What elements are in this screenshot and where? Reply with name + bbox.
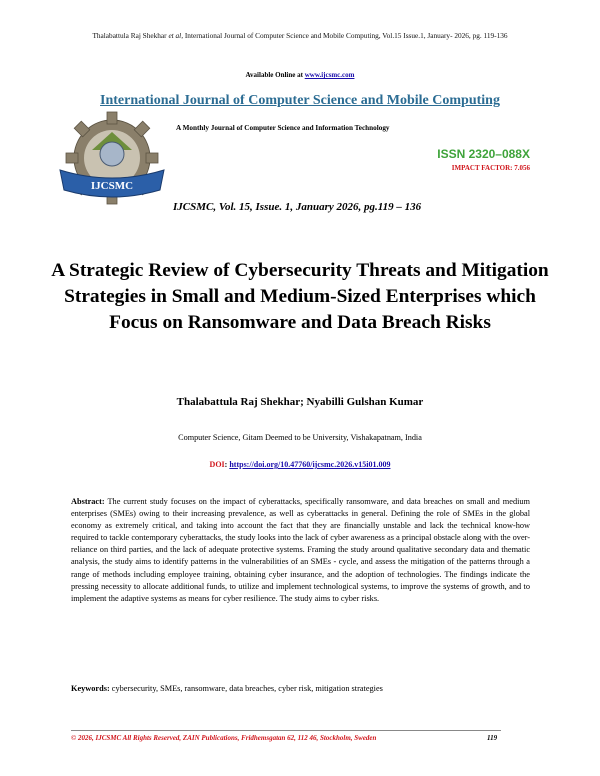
- running-head-etal: et al,: [168, 31, 184, 40]
- abstract-text: The current study focuses on the impact of cyberattacks, specifically ransomware, and data breaches on small and medium enterprises (SMEs) owing to their increasing prevalence, as well as cyberattacks in general. Defining the role of SMEs in the global economy as extremely critical, and taking into account the fact that they are financially unstable and lack the technical know-how required to tackle contemporary cyberattacks, the study looks into the lack of cyber awareness as a principal obstacle along with the over-reliance on third parties, and the lack of adequate protective systems. Framing the study around qualitative secondary data and thematic analysis, the study aims to identify patterns in the vulnerabilities of an SMEs - cycle, and assess the mitigation of the patterns through a range of methods including employee training, obtaining cyber insurance, and the adoption of technologies. The findings indicate the pressing necessity to allocate additional funds, to utilize and implement technological systems, to improve the systems of growth, and to implement the adaptive systems as means for cyber resilience. The study aims to cyber risks.: [71, 497, 530, 603]
- doi: DOI: https://doi.org/10.47760/ijcsmc.2026.v15i01.009: [209, 460, 391, 469]
- running-head: [0, 31, 600, 40]
- journal-website-link[interactable]: www.ijcsmc.com: [304, 71, 355, 79]
- keywords: [71, 684, 530, 693]
- journal-logo: [52, 110, 172, 206]
- issn: ISSN 2320–088X: [437, 147, 530, 161]
- keywords-label: Keywords:: [71, 684, 110, 693]
- affiliation: Computer Science, Gitam Deemed to be University, Vishakapatnam, India: [178, 433, 422, 442]
- footer-copyright: © 2026, IJCSMC All Rights Reserved, ZAIN Publications, Fridhemsgatan 62, 112 46, Stockholm, Sweden: [71, 734, 377, 742]
- journal-tagline: A Monthly Journal of Computer Science and Information Technology: [176, 124, 390, 132]
- doi-label: DOI: [209, 460, 225, 469]
- keywords-text: cybersecurity, SMEs, ransomware, data breaches, cyber risk, mitigation strategies: [111, 684, 383, 693]
- available-online-label: Available Online at: [245, 71, 303, 79]
- journal-name[interactable]: International Journal of Computer Science and Mobile Computing: [100, 93, 500, 108]
- authors: Thalabattula Raj Shekhar; Nyabilli Gulshan Kumar: [176, 396, 424, 408]
- issue-citation: IJCSMC, Vol. 15, Issue. 1, January 2026, pg.119 – 136: [173, 201, 422, 213]
- logo-text: IJCSMC: [90, 180, 134, 192]
- abstract: [71, 496, 530, 605]
- running-head-authors: Thalabattula Raj Shekhar: [92, 31, 167, 40]
- impact-factor: IMPACT FACTOR: 7.056: [451, 164, 530, 172]
- available-online: [0, 71, 600, 79]
- page-number: 119: [487, 734, 498, 742]
- paper-title: A Strategic Review of Cybersecurity Threats and Mitigation Strategies in Small and Medium-Sized Enterprises which Focus on Ransomware and Data Breach Risks: [51, 260, 549, 333]
- abstract-label: Abstract:: [71, 497, 105, 506]
- doi-link[interactable]: https://doi.org/10.47760/ijcsmc.2026.v15i01.009: [229, 460, 391, 469]
- running-head-journal: International Journal of Computer Science and Mobile Computing, Vol.15 Issue.1, January- 2026, pg. 119-136: [184, 31, 508, 40]
- footer-divider: [71, 730, 501, 731]
